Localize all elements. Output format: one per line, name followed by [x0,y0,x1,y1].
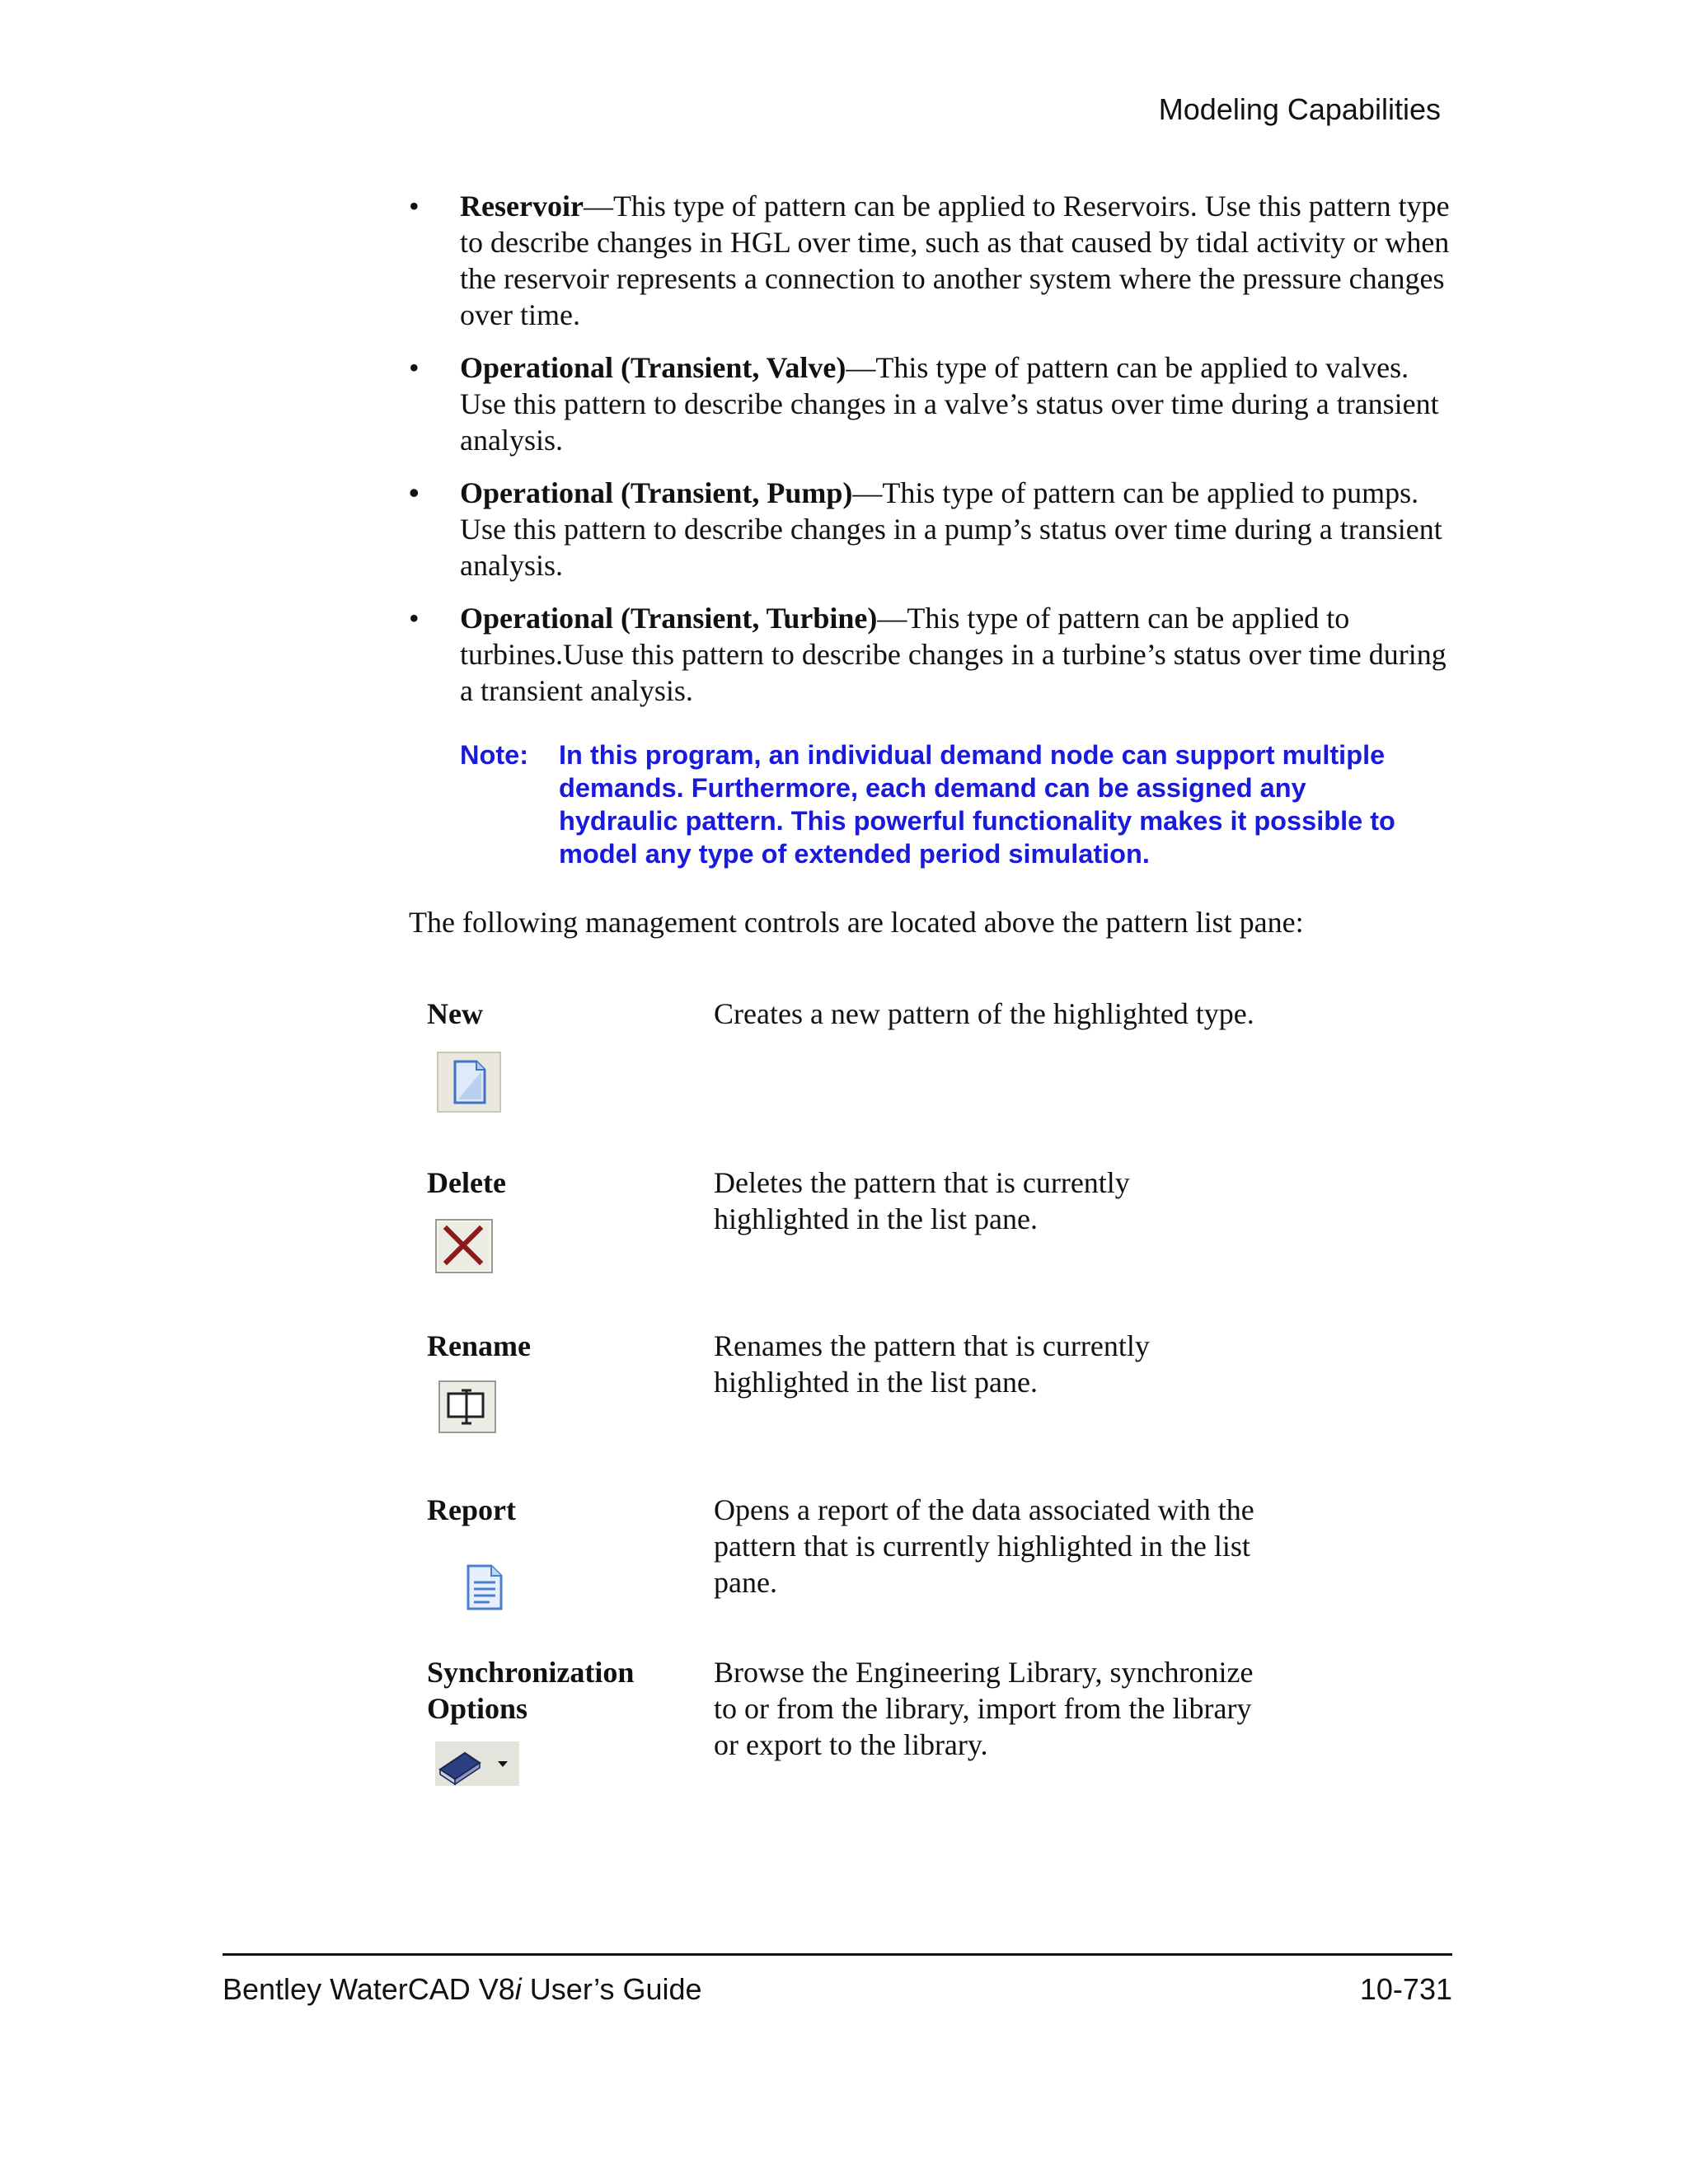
control-name: Report [427,1493,516,1526]
rename-icon[interactable] [438,1380,496,1437]
control-description: Deletes the pattern that is currently highlighted in the list pane. [714,1166,1130,1235]
control-description: Renames the pattern that is currently highlighted in the list pane. [714,1329,1150,1399]
list-item-term: Operational (Transient, Valve) [460,351,846,384]
list-item-text: —This type of pattern can be applied to pumps. Use this pattern to describe changes in a pump’s status over time during a transient analysis. [460,476,1442,582]
footer-product-suffix: User’s Guide [521,1972,702,2006]
control-description: Opens a report of the data associated with the pattern that is currently highlighted in the list pane. [714,1493,1254,1599]
delete-x-icon[interactable] [435,1219,493,1277]
list-item-term: Reservoir [460,190,584,223]
footer-page-number: 10-731 [1359,1972,1452,2006]
pattern-type-list [409,188,1457,725]
list-item-operational-pump [409,475,1457,583]
control-name: Delete [427,1166,506,1199]
list-item-text: —This type of pattern can be applied to valves. Use this pattern to describe changes in a valve’s status over time during a transient analysis. [460,351,1439,457]
note-label: Note: [460,740,529,770]
bullet-marker: • [409,190,420,223]
bullet-marker: • [409,476,420,509]
page-header-title: Modeling Capabilities [1158,92,1441,126]
report-icon[interactable] [465,1564,504,1615]
bullet-marker: • [409,351,420,384]
control-description: Creates a new pattern of the highlighted type. [714,997,1254,1030]
bullet-marker: • [409,602,420,635]
list-item-operational-valve [409,349,1457,458]
control-name: Synchronization Options [427,1656,635,1725]
new-document-icon[interactable] [437,1052,501,1117]
list-item-text: —This type of pattern can be applied to turbines.Uuse this pattern to describe changes in a turbine’s status over time during a transient analysis. [460,602,1447,707]
control-description: Browse the Engineering Library, synchronize to or from the library, import from the library or export to the library. [714,1656,1254,1761]
list-item-term: Operational (Transient, Turbine) [460,602,878,635]
library-book-dropdown-icon[interactable] [435,1741,519,1790]
footer-product-prefix: Bentley WaterCAD V8 [223,1972,515,2006]
list-item-term: Operational (Transient, Pump) [460,476,853,509]
control-name: New [427,997,483,1030]
list-item-operational-turbine [409,600,1457,709]
controls-intro-paragraph: The following management controls are located above the pattern list pane: [409,906,1304,939]
note-callout [460,738,1416,870]
footer-guide-title [223,1972,702,2007]
footer-divider [223,1953,1452,1956]
list-item-text: —This type of pattern can be applied to Reservoirs. Use this pattern type to describe changes in HGL over time, such as that caused by tidal activity or when the reservoir represents a connection to another system where the pressure changes over time. [460,190,1450,331]
list-item-reservoir [409,188,1457,333]
footer-product-italic: i [514,1972,522,2006]
control-name: Rename [427,1329,531,1362]
note-text: In this program, an individual demand node can support multiple demands. Furthermore, each demand can be assigned any hydraulic pattern. This powerful functionality makes it possible to model any type of extended period simulation. [559,740,1395,869]
